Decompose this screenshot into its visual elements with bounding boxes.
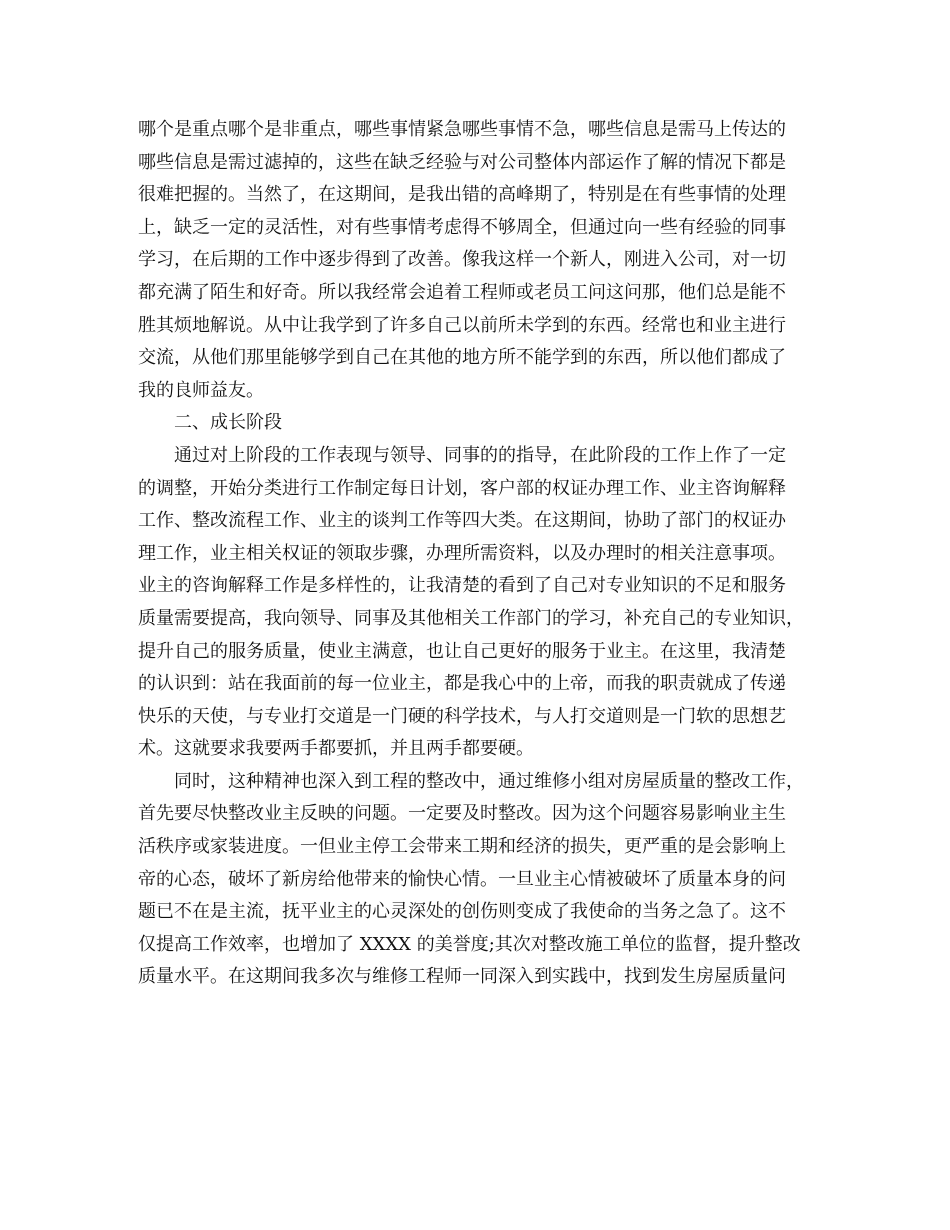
text-line: 帝的心态，破坏了新房给他带来的愉快心情。一旦业主心情被破坏了质量本身的问	[138, 868, 786, 890]
text-line: 我的良师益友。	[138, 379, 264, 401]
text-line: 提升自己的服务质量，使业主满意，也让自己更好的服务于业主。在这里，我清楚	[138, 640, 786, 662]
text-line: 活秩序或家装进度。一但业主停工会带来工期和经济的损失，更严重的是会影响上	[138, 836, 786, 858]
section-heading: 二、成长阶段	[174, 412, 282, 434]
text-line: 业主的咨询解释工作是多样性的，让我清楚的看到了自己对专业知识的不足和服务	[138, 575, 786, 597]
text-line: 工作、整改流程工作、业主的谈判工作等四大类。在这期间，协助了部门的权证办	[138, 510, 786, 532]
text-line: 术。这就要求我要两手都要抓，并且两手都要硬。	[138, 738, 534, 760]
text-line: 哪个是重点哪个是非重点，哪些事情紧急哪些事情不急，哪些信息是需马上传达的	[138, 119, 786, 140]
text-line: 交流，从他们那里能够学到自己在其他的地方所不能学到的东西，所以他们都成了	[138, 347, 786, 369]
text-line: 题已不在是主流，抚平业主的心灵深处的创伤则变成了我使命的当务之急了。这不	[138, 901, 786, 923]
text-line: 质量需要提高，我向领导、同事及其他相关工作部门的学习，补充自己的专业知识，	[138, 607, 804, 629]
text-line: 同时，这种精神也深入到工程的整改中，通过维修小组对房屋质量的整改工作，	[174, 770, 804, 792]
text-line: 很难把握的。当然了，在这期间，是我出错的高峰期了，特别是在有些事情的处理	[138, 184, 786, 206]
text-line: 都充满了陌生和好奇。所以我经常会追着工程师或老员工问这问那，他们总是能不	[138, 281, 786, 303]
text-line: 胜其烦地解说。从中让我学到了许多自己以前所未学到的东西。经常也和业主进行	[138, 314, 786, 336]
body-text	[138, 114, 814, 994]
text-line: 学习，在后期的工作中逐步得到了改善。像我这样一个新人，刚进入公司，对一切	[138, 249, 786, 271]
text-line: 质量水平。在这期间我多次与维修工程师一同深入到实践中，找到发生房屋质量问	[138, 966, 786, 988]
text-line: 仅提高工作效率，也增加了 XXXX 的美誉度;其次对整改施工单位的监督，提升整改	[138, 933, 801, 955]
text-line: 的调整，开始分类进行工作制定每日计划，客户部的权证办理工作、业主咨询解释	[138, 477, 786, 499]
text-line: 的认识到：站在我面前的每一位业主，都是我心中的上帝，而我的职责就成了传递	[138, 673, 786, 695]
text-line: 哪些信息是需过滤掉的，这些在缺乏经验与对公司整体内部运作了解的情况下都是	[138, 151, 786, 173]
text-line: 理工作，业主相关权证的领取步骤，办理所需资料，以及办理时的相关注意事项。	[138, 542, 786, 564]
text-line: 通过对上阶段的工作表现与领导、同事的的指导，在此阶段的工作上作了一定	[174, 444, 786, 466]
text-line: 快乐的天使，与专业打交道是一门硬的科学技术，与人打交道则是一门软的思想艺	[138, 705, 786, 727]
text-line: 首先要尽快整改业主反映的问题。一定要及时整改。因为这个问题容易影响业主生	[138, 803, 786, 825]
text-line: 上，缺乏一定的灵活性，对有些事情考虑得不够周全，但通过向一些有经验的同事	[138, 216, 786, 238]
